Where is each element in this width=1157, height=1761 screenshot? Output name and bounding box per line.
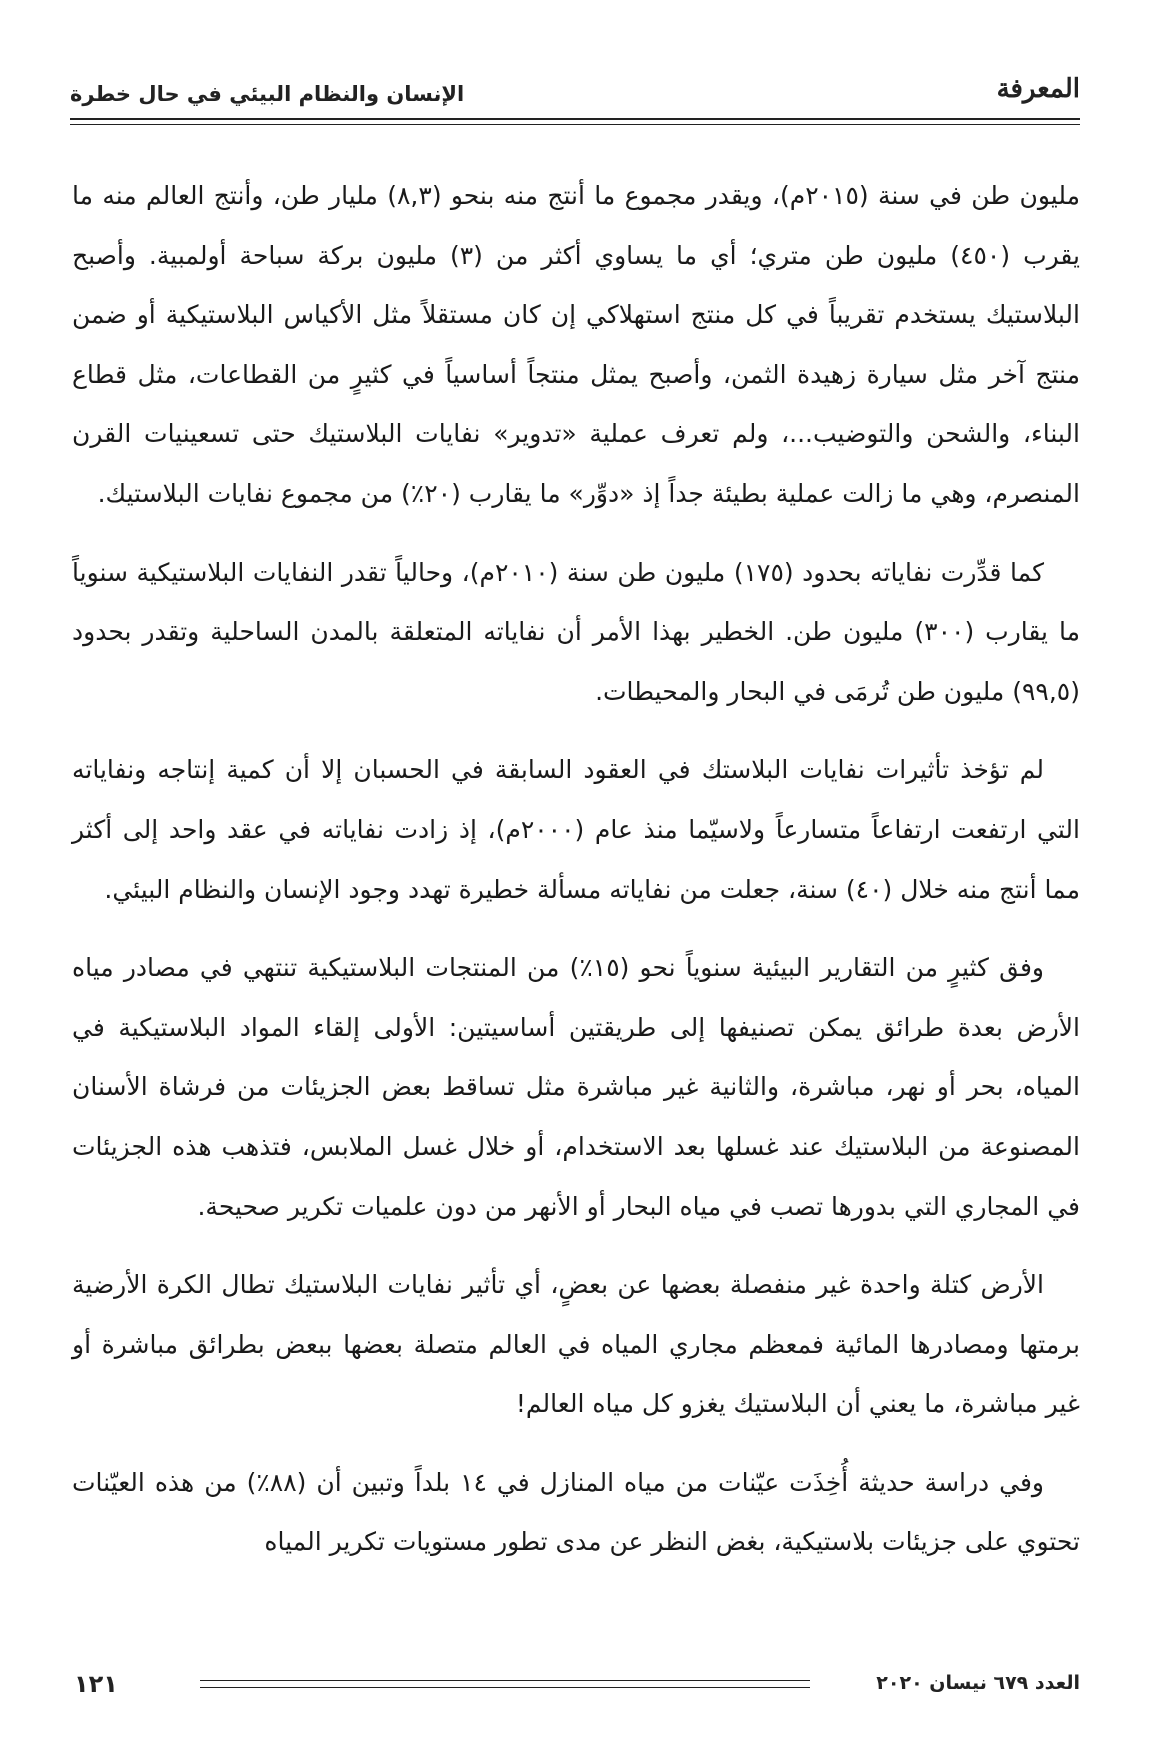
article-body [72,166,1080,1591]
issue-info: العدد ٦٧٩ نيسان ٢٠٢٠ [876,1672,1080,1694]
header-rule-thin [70,124,1080,125]
paragraph: الأرض كتلة واحدة غير منفصلة بعضها عن بعضٍ، أي تأثير نفايات البلاستيك تطال الكرة الأرضية برمتها ومصادرها المائية فمعظم مجاري المياه في العالم متصلة بعضها ببعض بطرائق مباشرة أو غير مباشرة، ما يعني أن البلاستيك يغزو كل مياه العالم! [72,1270,1080,1419]
page-footer [70,1668,1080,1708]
paragraph: لم تؤخذ تأثيرات نفايات البلاستك في العقود السابقة في الحسبان إلا أن كمية إنتاجه ونفاياته التي ارتفعت ارتفاعاً متسارعاً ولاسيّما منذ عام (٢٠٠٠م)، إذ زادت نفاياته في عقد واحد إلى أكثر مما أنتج منه خلال (٤٠) سنة، جعلت من نفاياته مسألة خطيرة تهدد وجود الإنسان والنظام البيئي. [72,755,1080,904]
page-header [70,70,1080,114]
paragraph: مليون طن في سنة (٢٠١٥م)، ويقدر مجموع ما أنتج منه بنحو (٨,٣) مليار طن، وأنتج العالم منه ما يقرب (٤٥٠) مليون طن متري؛ أي ما يساوي أكثر من (٣) مليون بركة سباحة أولمبية. وأصبح البلاستيك يستخدم تقريباً في كل منتج استهلاكي إن كان مستقلاً مثل الأكياس البلاستيكية أو ضمن منتج آخر مثل سيارة زهيدة الثمن، وأصبح يمثل منتجاً أساسياً في كثيرٍ من القطاعات، مثل قطاع البناء، والشحن والتوضيب...، ولم تعرف عملية «تدوير» نفايات البلاستيك حتى تسعينيات القرن المنصرم، وهي ما زالت عملية بطيئة جداً إذ «دوِّر» ما يقارب (٢٠٪) من مجموع نفايات البلاستيك. [72,181,1081,508]
paragraph: وفق كثيرٍ من التقارير البيئية سنوياً نحو (١٥٪) من المنتجات البلاستيكية تنتهي في مصادر مياه الأرض بعدة طرائق يمكن تصنيفها إلى طريقتين أساسيتين: الأولى إلقاء المواد البلاستيكية في المياه، بحر أو نهر، مباشرة، والثانية غير مباشرة مثل تساقط بعض الجزيئات من فرشاة الأسنان المصنوعة من البلاستيك عند غسلها بعد الاستخدام، أو خلال غسل الملابس، فتذهب هذه الجزيئات في المجاري التي بدورها تصب في مياه البحار أو الأنهر من دون علميات تكرير صحيحة. [72,953,1080,1221]
running-title: الإنسان والنظام البيئي في حال خطرة [70,82,465,106]
paragraph: وفي دراسة حديثة أُخِذَت عيّنات من مياه المنازل في ١٤ بلداً وتبين أن (٨٨٪) من هذه العيّنات تحتوي على جزيئات بلاستيكية، بغض النظر عن مدى تطور مستويات تكرير المياه [72,1467,1080,1557]
paragraph: كما قدِّرت نفاياته بحدود (١٧٥) مليون طن سنة (٢٠١٠م)، وحالياً تقدر النفايات البلاستيكية سنوياً ما يقارب (٣٠٠) مليون طن. الخطير بهذا الأمر أن نفاياته المتعلقة بالمدن الساحلية وتقدر بحدود (٩٩,٥) مليون طن تُرمَى في البحار والمحيطات. [72,557,1080,706]
footer-rule [200,1687,810,1688]
magazine-logo: المعرفة [996,74,1080,104]
page-number: ١٢١ [74,1670,118,1698]
header-rule [70,118,1080,120]
footer-rule [200,1680,810,1681]
